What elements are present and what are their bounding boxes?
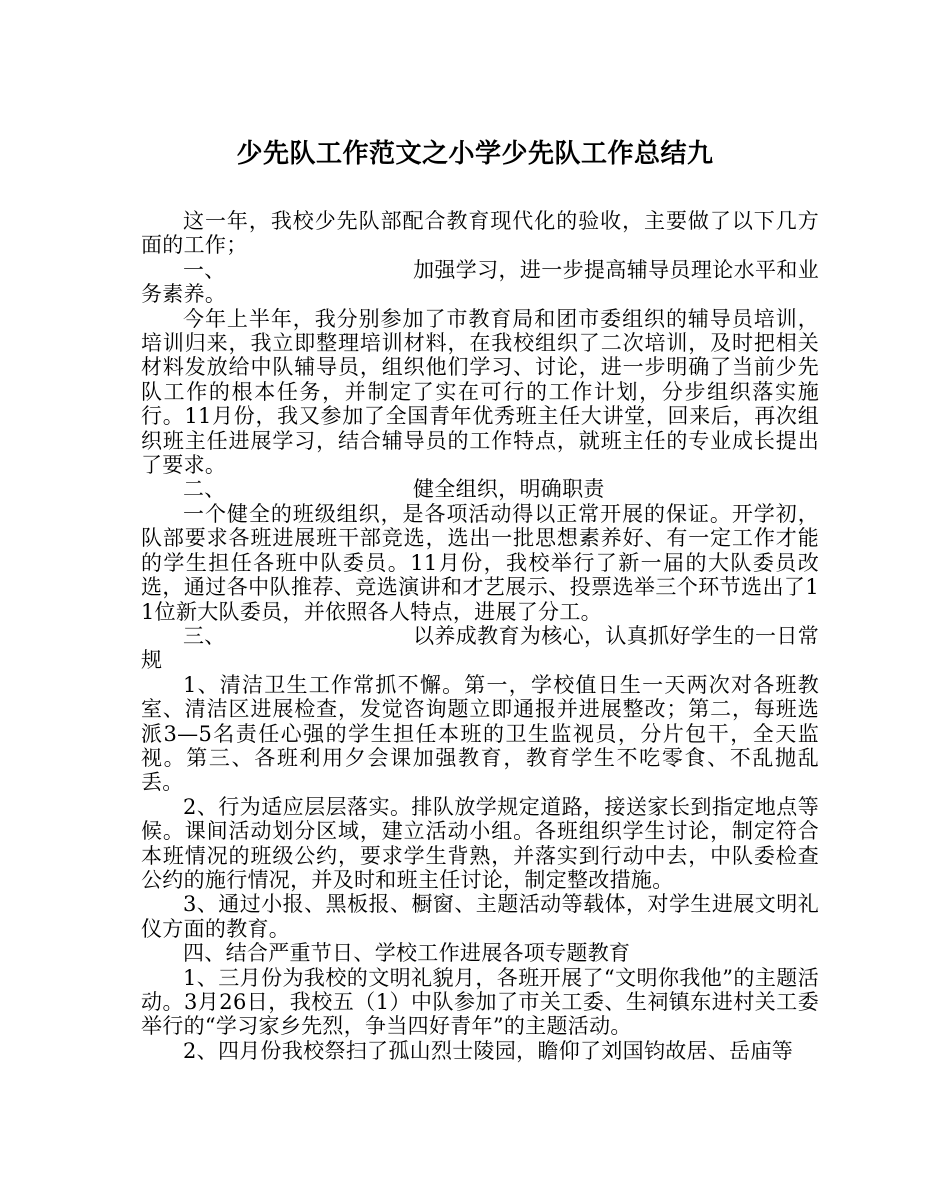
section-number-2: 二、 — [183, 477, 226, 502]
list-item-3-3: 3、通过小报、黑板报、橱窗、主题活动等载体，对学生进展文明礼仪方面的教育。 — [141, 892, 819, 941]
body-paragraph-2: 一个健全的班级组织，是各项活动得以正常开展的保证。开学初，队部要求各班进展班干部竞选，选出一批思想素养好、有一定工作才能的学生担任各班中队委员。11月份，我校举行了新一届的大队委员改选，通过各中队推荐、竞选演讲和才艺展示、投票选举三个环节选出了11位新大队委员，并依照各人特点，进展了分工。 — [141, 501, 819, 624]
list-item-4-1: 1、三月份为我校的文明礼貌月，各班开展了“文明你我他”的主题活动。3月26日，我校五（1）中队参加了市关工委、生祠镇东进村关工委举行的“学习家乡先烈，争当四好青年”的主题活动。 — [141, 965, 819, 1039]
section-number-1: 一、 — [183, 257, 226, 282]
document-title: 少先队工作范文之小学少先队工作总结九 — [236, 139, 714, 169]
body-paragraph-1: 今年上半年，我分别参加了市教育局和团市委组织的辅导员培训，培训归来，我立即整理培训材料，在我校组织了二次培训，及时把相关材料发放给中队辅导员，组织他们学习、讨论，进一步明确了当前少先队工作的根本任务，并制定了实在可行的工作计划，分步组织落实施行。11月份，我又参加了全国青年优秀班主任大讲堂，回来后，再次组织班主任进展学习，结合辅导员的工作特点，就班主任的专业成长提出了要求。 — [141, 306, 819, 478]
list-item-3-2: 2、行为适应层层落实。排队放学规定道路，接送家长到指定地点等候。课间活动划分区域，建立活动小组。各班组织学生讨论，制定符合本班情况的班级公约，要求学生背熟，并落实到行动中去，中队委检查公约的施行情况，并及时和班主任讨论，制定整改措施。 — [141, 794, 819, 892]
section-heading-text-3: 以养成教育为核心，认真抓好学生的一日常规 — [141, 623, 819, 673]
list-item-4-2: 2、四月份我校祭扫了孤山烈士陵园，瞻仰了刘国钧故居、岳庙等 — [183, 1038, 794, 1063]
document-body — [141, 209, 819, 1063]
section-number-3: 三、 — [183, 623, 226, 648]
intro-paragraph: 这一年，我校少先队部配合教育现代化的验收，主要做了以下几方面的工作； — [141, 209, 819, 258]
section-heading-2 — [141, 477, 819, 501]
section-heading-1 — [141, 258, 819, 307]
section-heading-text-2: 健全组织，明确职责 — [413, 477, 605, 502]
section-heading-3 — [141, 624, 819, 673]
section-heading-4: 四、结合严重节日、学校工作进展各项专题教育 — [183, 941, 631, 966]
section-heading-text-1: 加强学习，进一步提高辅导员理论水平和业务素养。 — [141, 257, 819, 307]
list-item-3-1: 1、清洁卫生工作常抓不懈。第一，学校值日生一天两次对各班教室、清洁区进展检查，发觉咨询题立即通报并进展整改；第二，每班选派3—5名责任心强的学生担任本班的卫生监视员，分片包干，全天监视。第三、各班利用夕会课加强教育，教育学生不吃零食、不乱抛乱丢。 — [141, 672, 819, 795]
